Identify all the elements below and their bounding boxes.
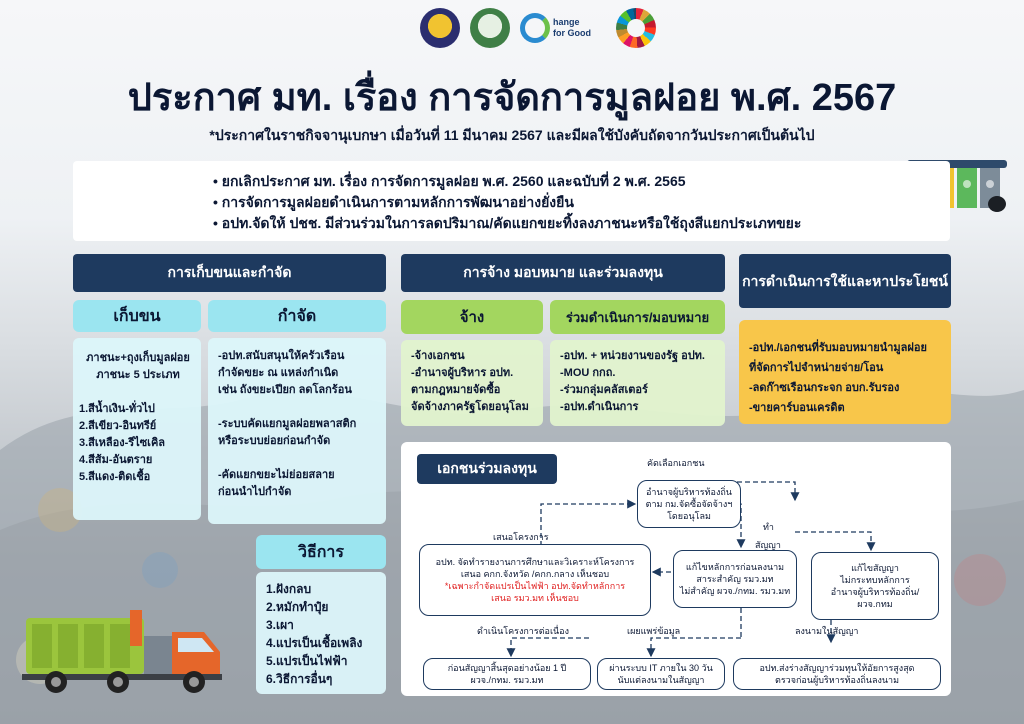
flow-box-line: แก้ไขหลักการก่อนลงนาม bbox=[685, 562, 785, 572]
method-item: 5.แปรเป็นไฟฟ้า bbox=[266, 654, 348, 668]
collect-item: 2.สีเขียว-อินทรีย์ bbox=[79, 420, 157, 432]
flow-box-line: ตรวจก่อนผู้บริหารท้องถิ่นลงนาม bbox=[774, 675, 900, 685]
flow-box-line: อำนาจผู้บริหารท้องถิ่น bbox=[646, 487, 732, 497]
collect-item: 3.สีเหลือง-รีไซเคิล bbox=[79, 437, 166, 449]
header-utilize bbox=[739, 254, 951, 308]
method-item: 6.วิธีการอื่นๆ bbox=[266, 672, 333, 686]
chip-coop: ร่วมดำเนินการ/มอบหมาย bbox=[550, 300, 725, 334]
flow-box-line: ผ่านระบบ IT ภายใน 30 วัน bbox=[609, 663, 713, 673]
collect-item: 1.สีน้ำเงิน-ทั่วไป bbox=[79, 403, 155, 415]
flow-box-amend-before bbox=[673, 550, 797, 608]
chip-dispose: กำจัด bbox=[208, 300, 386, 332]
hire-panel bbox=[401, 340, 543, 426]
flow-label-select: คัดเลือกเอกชน bbox=[647, 458, 705, 468]
method-item: 2.หมักทำปุ๋ย bbox=[266, 600, 329, 614]
logo-text-1: hange bbox=[553, 17, 580, 27]
coop-panel bbox=[550, 340, 725, 426]
change-for-good-logo bbox=[520, 8, 606, 48]
dispose-line: กำจัดขยะ ณ แหล่งกำเนิด bbox=[218, 367, 339, 379]
dispose-line: ก่อนนำไปกำจัด bbox=[218, 486, 292, 498]
local-admin-seal-logo bbox=[470, 8, 510, 48]
flow-box-line: ผวจ.กทม bbox=[857, 599, 893, 609]
flow-box-note: เสนอ รมว.มท เห็นชอบ bbox=[491, 593, 579, 603]
method-item: 4.แปรเป็นเชื้อเพลิง bbox=[266, 636, 363, 650]
hire-line: ตามกฎหมายจัดซื้อ bbox=[411, 384, 501, 396]
dispose-line: หรือระบบย่อยก่อนกำจัด bbox=[218, 435, 331, 447]
flow-box-line: ตาม กม.จัดซื้อจัดจ้างฯ bbox=[645, 499, 733, 509]
flow-label-propose: เสนอโครงการ bbox=[493, 532, 549, 542]
page-title: ประกาศ มท. เรื่อง การจัดการมูลฝอย พ.ศ. 2567 bbox=[127, 77, 897, 119]
dispose-line: -คัดแยกขยะไม่ย่อยสลาย bbox=[218, 469, 335, 481]
ppp-flowchart bbox=[401, 442, 951, 696]
coop-line: -MOU กกถ. bbox=[560, 367, 616, 379]
flow-box-line: เสนอ คกก.จังหวัด /คกก.กลาง เห็นชอบ bbox=[460, 569, 610, 579]
dispose-line: เช่น ถังขยะเปียก ลดโลกร้อน bbox=[218, 384, 352, 396]
hire-line: จัดจ้างภาครัฐโดยอนุโลม bbox=[411, 401, 529, 413]
flow-box-line: ผวจ./กทม. รมว.มท bbox=[470, 675, 544, 685]
flow-box-line: นับแต่ลงนามในสัญญา bbox=[617, 675, 705, 685]
method-item: 1.ฝังกลบ bbox=[266, 582, 312, 596]
flow-box-line: ก่อนสัญญาสิ้นสุดอย่างน้อย 1 ปี bbox=[447, 663, 567, 673]
methods-panel bbox=[256, 572, 386, 694]
coop-line: -อปท.ดำเนินการ bbox=[560, 401, 639, 413]
flow-box-line: อปท. จัดทำรายงานการศึกษาและวิเคราะห์โครงการ bbox=[435, 557, 635, 567]
coop-line: -ร่วมกลุ่มคลัสเตอร์ bbox=[560, 384, 648, 396]
chip-collect: เก็บขน bbox=[73, 300, 201, 332]
summary-item: • การจัดการมูลฝอยดำเนินการตามหลักการพัฒนาอย่างยั่งยืน bbox=[213, 192, 950, 213]
flow-box-line: ไม่สำคัญ ผวจ./กทม. รมว.มท bbox=[679, 586, 791, 596]
header-utilize-line2: และหาประโยชน์ bbox=[847, 273, 948, 289]
flow-box-study bbox=[419, 544, 651, 616]
sdg-wheel-logo bbox=[616, 8, 656, 48]
dispose-line: -ระบบคัดแยกมูลฝอยพลาสติก bbox=[218, 418, 357, 430]
flow-box-expire bbox=[423, 658, 591, 690]
flow-box-amend-contract bbox=[811, 552, 939, 620]
header-utilize-line1: การดำเนินการใช้ bbox=[742, 273, 847, 289]
utilize-line: ที่จัดการไปจำหน่ายจ่าย/โอน bbox=[749, 362, 884, 374]
flow-label-publish: เผยแพร่ข้อมูล bbox=[627, 626, 681, 636]
interior-ministry-seal-logo bbox=[420, 8, 460, 48]
flow-box-line: โดยอนุโลม bbox=[667, 511, 711, 521]
utilize-line: -ลดก๊าซเรือนกระจก อบก.รับรอง bbox=[749, 382, 900, 394]
chip-hire: จ้าง bbox=[401, 300, 543, 334]
dispose-line: -อปท.สนับสนุนให้ครัวเรือน bbox=[218, 350, 345, 362]
chip-methods: วิธีการ bbox=[256, 535, 386, 569]
utilize-line: -ขายคาร์บอนเครดิต bbox=[749, 402, 845, 414]
page-subtitle: *ประกาศในราชกิจจานุเบกษา เมื่อวันที่ 11 มีนาคม 2567 และมีผลใช้บังคับถัดจากวันประกาศเป็นต้นไป bbox=[209, 127, 815, 143]
flow-box-line: แก้ไขสัญญา bbox=[851, 563, 899, 573]
flow-box-line: สาระสำคัญ รมว.มท bbox=[696, 574, 774, 584]
header-hire: การจ้าง มอบหมาย และร่วมลงทุน bbox=[401, 254, 725, 292]
utilize-line: -อปท./เอกชนที่รับมอบหมายนำมูลฝอย bbox=[749, 342, 927, 354]
coop-line: -อปท. + หน่วยงานของรัฐ อปท. bbox=[560, 350, 705, 362]
utilize-panel bbox=[739, 320, 951, 424]
summary-item: • อปท.จัดให้ ปชช. มีส่วนร่วมในการลดปริมาณ/คัดแยกขยะทิ้งลงภาชนะหรือใช้ถุงสีแยกประเภทขยะ bbox=[213, 213, 950, 234]
logo-row bbox=[420, 8, 656, 48]
collect-item: 5.สีแดง-ติดเชื้อ bbox=[79, 471, 151, 483]
flow-label-sign: ลงนามในสัญญา bbox=[795, 626, 859, 636]
logo-text-2: for Good bbox=[553, 28, 591, 38]
summary-item: • ยกเลิกประกาศ มท. เรื่อง การจัดการมูลฝอย พ.ศ. 2560 และฉบับที่ 2 พ.ศ. 2565 bbox=[213, 171, 950, 192]
header-collect-dispose: การเก็บขนและกำจัด bbox=[73, 254, 386, 292]
flow-box-authority bbox=[637, 480, 741, 528]
collect-line1: ภาชนะ+ถุงเก็บมูลฝอย bbox=[86, 352, 190, 364]
summary-box bbox=[73, 161, 950, 241]
collect-item: 4.สีส้ม-อันตราย bbox=[79, 454, 153, 466]
flow-box-it bbox=[597, 658, 725, 690]
flow-box-line: อปท.ส่งร่างสัญญาร่วมทุนให้อัยการสูงสุด bbox=[759, 663, 915, 673]
hire-line: -อำนาจผู้บริหาร อปท. bbox=[411, 367, 514, 379]
flow-box-line: ไม่กระทบหลักการ bbox=[840, 575, 910, 585]
method-item: 3.เผา bbox=[266, 618, 294, 632]
flow-label-make: ทำ bbox=[763, 522, 774, 532]
flow-box-line: อำนาจผู้บริหารท้องถิ่น/ bbox=[830, 587, 920, 597]
flow-label-contract: สัญญา bbox=[755, 540, 781, 550]
flow-box-note: *เฉพาะกำจัดแปรเป็นไฟฟ้า อปท.จัดทำหลักการ bbox=[444, 581, 626, 591]
collect-panel bbox=[73, 338, 201, 520]
flow-box-send bbox=[733, 658, 941, 690]
dispose-panel bbox=[208, 338, 386, 524]
collect-line2: ภาชนะ 5 ประเภท bbox=[96, 369, 180, 381]
flowchart-title: เอกชนร่วมลงทุน bbox=[417, 454, 557, 484]
garbage-truck-icon bbox=[18, 596, 228, 696]
flow-label-continue: ดำเนินโครงการต่อเนื่อง bbox=[477, 626, 569, 636]
hire-line: -จ้างเอกชน bbox=[411, 350, 465, 362]
